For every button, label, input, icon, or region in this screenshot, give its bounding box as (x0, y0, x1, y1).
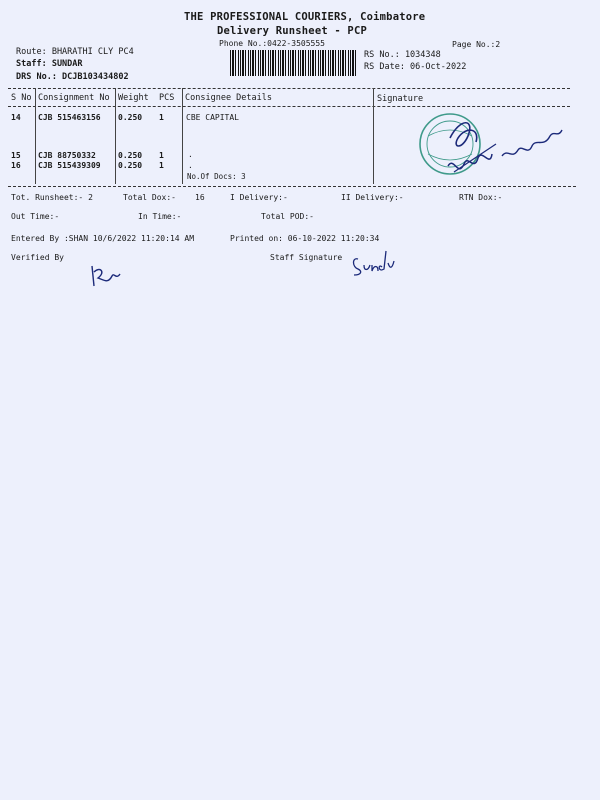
phone-number: Phone No.:0422-3505555 (219, 39, 325, 48)
entered-by: Entered By :SHAN 10/6/2022 11:20:14 AM (11, 234, 195, 243)
row-weight: 0.250 (118, 151, 143, 160)
table-divider (373, 88, 374, 184)
header-consignee: Consignee Details (185, 93, 272, 103)
row-sno: 16 (11, 161, 21, 170)
row-consignee: . (188, 161, 193, 170)
total-dox-value: 16 (195, 193, 205, 202)
table-divider (115, 88, 116, 184)
staff-signature-label: Staff Signature (270, 253, 343, 262)
delivery-signature (440, 108, 580, 188)
row-consignment: CJB 515439309 (38, 161, 101, 170)
ii-delivery: II Delivery:- (341, 193, 404, 202)
header-signature: Signature (377, 94, 424, 104)
row-consignment: CJB 515463156 (38, 113, 101, 122)
i-delivery: I Delivery:- (230, 193, 288, 202)
rtn-dox: RTN Dox:- (459, 193, 503, 202)
row-pcs: 1 (159, 113, 164, 122)
header-weight: Weight (118, 93, 149, 103)
total-pod: Total POD:- (261, 212, 314, 221)
staff-label: Staff: SUNDAR (16, 59, 83, 69)
barcode (230, 50, 358, 76)
row-weight: 0.250 (118, 161, 143, 170)
totals-top-rule (8, 186, 576, 187)
table-divider (182, 88, 183, 184)
verifier-signature (86, 262, 126, 292)
staff-signature (350, 245, 400, 280)
row-weight: 0.250 (118, 113, 143, 122)
header-pcs: PCS (159, 93, 175, 103)
table-divider (35, 88, 36, 184)
header-sno: S No (11, 93, 32, 103)
header-consignment: Consignment No (38, 93, 110, 103)
verified-by: Verified By (11, 253, 64, 262)
in-time: In Time:- (138, 212, 182, 221)
row-consignment: CJB 88750332 (38, 151, 96, 160)
tot-runsheet: Tot. Runsheet:- 2 (11, 193, 93, 202)
drs-number: DRS No.: DCJB103434802 (16, 72, 129, 82)
printed-on: Printed on: 06-10-2022 11:20:34 (230, 234, 380, 243)
row-consignee: CBE CAPITAL (186, 113, 239, 122)
row-pcs: 1 (159, 161, 164, 170)
row-pcs: 1 (159, 151, 164, 160)
row-sno: 15 (11, 151, 21, 160)
row-consignee: . (188, 150, 193, 159)
document-title: Delivery Runsheet - PCP (217, 25, 367, 37)
page-number: Page No.:2 (452, 40, 501, 49)
table-top-rule (8, 88, 570, 89)
out-time: Out Time:- (11, 212, 60, 221)
row-sno: 14 (11, 113, 21, 122)
total-dox-label: Total Dox:- (123, 193, 176, 202)
rs-date: RS Date: 06-Oct-2022 (364, 62, 467, 72)
rs-number: RS No.: 1034348 (364, 50, 441, 60)
route-label: Route: BHARATHI CLY PC4 (16, 47, 134, 57)
company-title: THE PROFESSIONAL COURIERS, Coimbatore (184, 11, 426, 23)
no-of-docs: No.Of Docs: 3 (187, 172, 246, 181)
